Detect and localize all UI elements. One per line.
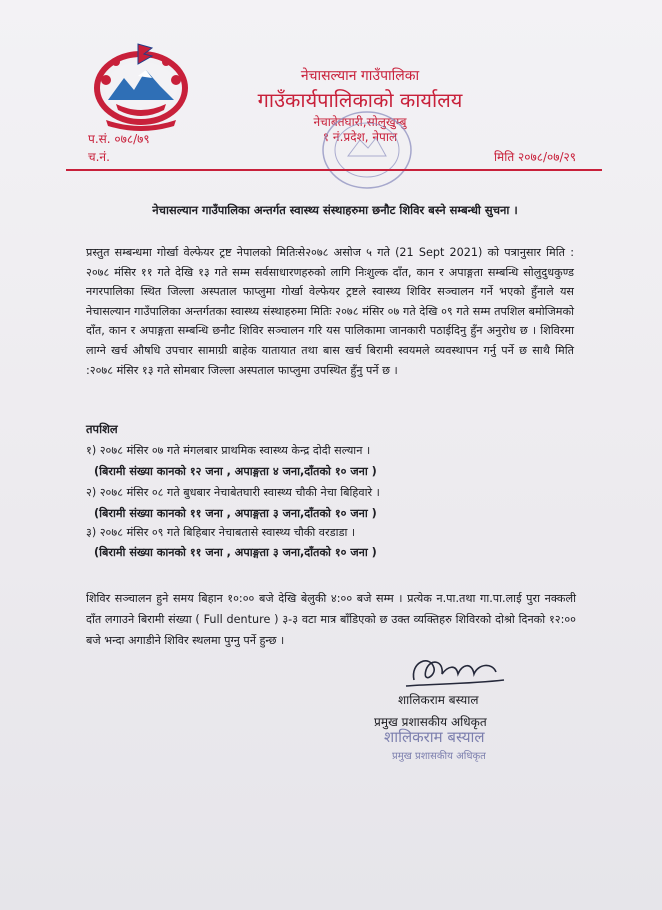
schedule-patient-count: (बिरामी संख्या कानको ११ जना , अपाङ्गता ३ जना,दाँतको १० जना )	[94, 507, 377, 520]
nepal-emblem-icon	[86, 40, 196, 132]
signatory-name: शालिकराम बस्याल	[398, 693, 479, 707]
closing-paragraph: शिविर सञ्चालन हुने समय बिहान १०:०० बजे देखि बेलुकी ४:०० बजे सम्म । प्रत्येक न.पा.तथा गा.पा.लाई पुरा नक्कली दाँत लगाउने बिरामी संख्या ( Full denture ) ३-३ वटा मात्र बाँडिएको छ उक्त व्यक्तिहरु शिविरको दोश्रो दिनको १२:०० बजे भन्दा अगाडीने शिविर स्थलमा पुग्नु पर्ने हुन्छ ।	[86, 592, 576, 647]
reference-number: प.सं. ०७८/७९	[88, 132, 150, 146]
office-address-line1: नेचाबेतघारी,सोलुखुम्बु	[313, 115, 407, 129]
signatory-stamp-name: शालिकराम बस्याल	[384, 728, 485, 746]
signatory-stamp-title: प्रमुख प्रशासकीय अधिकृत	[392, 751, 486, 762]
schedule-patient-count: (बिरामी संख्या कानको १२ जना , अपाङ्गता ४ जना,दाँतको १० जना )	[94, 465, 377, 478]
handwritten-signature-icon	[400, 650, 510, 692]
schedule-patient-count: (बिरामी संख्या कानको ११ जना , अपाङ्गता ३ जना,दाँतको १० जना )	[94, 546, 377, 559]
office-seal-icon	[318, 108, 416, 192]
schedule-heading: तपशिल	[86, 422, 118, 436]
municipality-name: नेचासल्यान गाउँपालिका	[300, 68, 420, 84]
letter-date: मिति २०७८/०७/२९	[493, 150, 576, 164]
letterhead-divider	[66, 169, 602, 171]
schedule-item: ३) २०७८ मंसिर ०९ गते बिहिबार नेचाबतासे स्वास्थ्य चौकी वरडाडा ।	[86, 526, 356, 539]
office-address-line2: १ नं.प्रदेश, नेपाल	[322, 130, 398, 144]
letter-body: प्रस्तुत सम्बन्धमा गोर्खा वेल्फेयर ट्रष्ट नेपालको मितिःसे२०७८ असोज ५ गते (21 Sept 2021) को पत्रानुसार मिति : २०७८ मंसिर ११ गते देखि १३ गते सम्म सर्वसाधारणहरुको लागि निःशुल्क दाँत, कान र अपाङ्गता सम्बन्धि सोलुदुधकुण्ड नगरपालिका स्थित जिल्ला अस्पताल फाप्लुमा गोर्खा वेल्फेयर ट्रष्टले स्वास्थ्य शिविर सञ्चालन गर्ने भएको हुँनाले यस नेचासल्यान गाउँपालिका अन्तर्गतका स्वास्थ्य संस्थाहरुमा मितिः २०७८ मंसिर ०७ गते देखि ०९ गते सम्म तपशिल बमोजिमको दाँत, कान र अपाङ्गता सम्बन्धि छनौट शिविर सञ्चालन गरि यस पालिकामा जानकारी पठाईदिनु हुँन अनुरोध छ । शिविरमा लाग्ने खर्च औषधि उपचार सामाग्री बाहेक यातायात तथा बास खर्च बिरामी स्वयमले व्यवस्थापन गर्नु पर्ने छ साथै मिति :२०७८ मंसिर १३ गते सोमबार जिल्ला अस्पताल फाप्लुमा उपस्थित हुँनु पर्ने छ ।	[86, 246, 574, 377]
letter-subject: नेचासल्यान गाउँपालिका अन्तर्गत स्वास्थ्य संस्थाहरुमा छनौट शिविर बस्ने सम्बन्धी सुचना ।	[152, 203, 518, 217]
signatory-title: प्रमुख प्रशासकीय अधिकृत	[374, 715, 487, 729]
dispatch-number: च.नं.	[88, 150, 110, 164]
schedule-item: १) २०७८ मंसिर ०७ गते मंगलबार प्राथमिक स्वास्थ्य केन्द्र दोदी सल्यान ।	[86, 444, 371, 457]
office-name: गाउँकार्यपालिकाको कार्यालय	[257, 88, 463, 112]
schedule-item: २) २०७८ मंसिर ०८ गते बुधबार नेचाबेतघारी स्वास्थ्य चौकी नेचा बिहिवारे ।	[86, 486, 380, 499]
